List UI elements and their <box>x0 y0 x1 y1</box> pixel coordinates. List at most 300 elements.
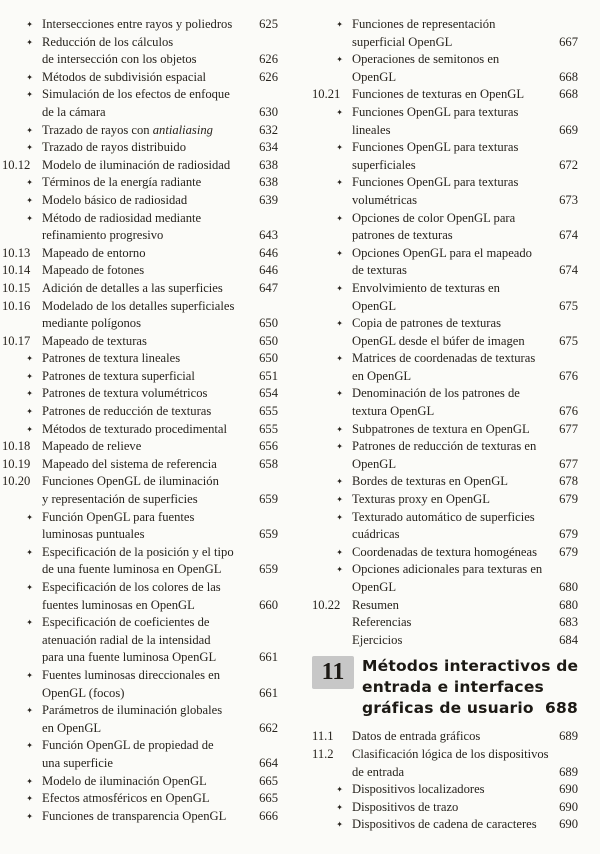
entry-text <box>352 816 578 834</box>
entry-text <box>352 438 578 473</box>
entry-text <box>352 16 578 51</box>
bullet-icon: ✦ <box>336 178 343 188</box>
toc-entry <box>312 139 578 174</box>
entry-line: Funciones de representación <box>352 17 496 31</box>
toc-entry <box>2 403 278 421</box>
entry-line <box>42 174 278 192</box>
bullet-icon: ✦ <box>26 741 33 751</box>
entry-line <box>42 262 278 280</box>
entry-line-text: superficial OpenGL <box>352 34 453 49</box>
entry-text <box>352 746 578 781</box>
entry-text <box>352 86 578 104</box>
entry-line-text: OpenGL <box>352 456 397 471</box>
entry-line-text: OpenGL desde el búfer de imagen <box>352 333 525 348</box>
entry-line <box>42 720 278 738</box>
entry-text <box>42 69 278 87</box>
entry-line: Funciones OpenGL para texturas <box>352 175 519 190</box>
bullet-icon: ✦ <box>26 90 33 100</box>
entry-text <box>352 509 578 544</box>
page-number: 677 <box>559 456 578 471</box>
entry-line-text: Funciones de transparencia OpenGL <box>42 808 227 823</box>
bullet-icon: ✦ <box>336 547 343 557</box>
page-number: 661 <box>259 650 278 665</box>
entry-line <box>42 438 278 456</box>
entry-line: Función OpenGL de propiedad de <box>42 738 214 753</box>
toc-entry <box>312 210 578 245</box>
entry-line <box>42 280 278 298</box>
entry-line <box>42 456 278 474</box>
entry-line <box>352 491 578 509</box>
toc-entry <box>312 614 578 632</box>
toc-entry <box>312 280 578 315</box>
bullet-icon: ✦ <box>26 670 33 680</box>
entry-line <box>42 561 278 579</box>
entry-line-text: Métodos de subdivisión espacial <box>42 69 207 84</box>
entry-line: Opciones de color OpenGL para <box>352 210 516 225</box>
page-number: 684 <box>559 632 578 647</box>
section-number: 10.19 <box>2 456 31 471</box>
entry-text <box>42 702 278 737</box>
entry-line <box>42 333 278 351</box>
entry-text <box>42 614 278 667</box>
page-number: 626 <box>259 69 278 84</box>
entry-text <box>42 368 278 386</box>
entry-line-text: Datos de entrada gráficos <box>352 729 481 744</box>
entry-line <box>42 16 278 34</box>
page-number: 651 <box>259 368 278 383</box>
entry-line <box>42 649 278 667</box>
entry-line-text: Patrones de textura volumétricos <box>42 386 208 401</box>
entry-text <box>352 781 578 799</box>
page-number: 668 <box>559 87 578 102</box>
bullet-icon: ✦ <box>26 706 33 716</box>
page-number: 639 <box>259 192 278 207</box>
page-number: 662 <box>259 720 278 735</box>
entry-line-text: Resumen <box>352 597 399 612</box>
entry-line <box>352 298 578 316</box>
entry-line-text: OpenGL <box>352 69 397 84</box>
entry-line <box>42 350 278 368</box>
entry-line-text: Ejercicios <box>352 632 403 647</box>
entry-text <box>352 210 578 245</box>
page-number: 690 <box>559 799 578 814</box>
bullet-icon: ✦ <box>336 477 343 487</box>
chapter-number-box: 11 <box>312 656 354 689</box>
entry-line: Fuentes luminosas direccionales en <box>42 667 221 682</box>
entry-line <box>352 122 578 140</box>
page-number: 665 <box>259 773 278 788</box>
page-number: 680 <box>559 597 578 612</box>
page-number: 630 <box>259 104 278 119</box>
entry-line <box>42 808 278 826</box>
bullet-icon: ✦ <box>26 371 33 381</box>
section-number: 10.16 <box>2 298 31 313</box>
page-number: 669 <box>559 122 578 137</box>
entry-line-text: Funciones de texturas en OpenGL <box>352 87 525 102</box>
entry-text <box>42 421 278 439</box>
entry-line: Reducción de los cálculos <box>42 34 174 49</box>
entry-line: Clasificación lógica de los dispositivos <box>352 746 549 761</box>
entry-line-text: luminosas puntuales <box>42 527 145 542</box>
entry-text <box>42 16 278 34</box>
entry-text <box>352 245 578 280</box>
entry-line-text: Referencias <box>352 615 412 630</box>
entry-text <box>42 122 278 140</box>
entry-line: Funciones OpenGL para texturas <box>352 104 519 119</box>
toc-entry <box>312 746 578 781</box>
entry-line <box>352 227 578 245</box>
entry-text <box>352 315 578 350</box>
entry-line: Envolvimiento de texturas en <box>352 280 500 295</box>
entry-line <box>42 526 278 544</box>
entry-line-text: Subpatrones de textura en OpenGL <box>352 421 530 436</box>
bullet-icon: ✦ <box>26 37 33 47</box>
entry-text <box>42 245 278 263</box>
entry-line <box>352 816 578 834</box>
bullet-icon: ✦ <box>26 213 33 223</box>
toc-entry <box>312 491 578 509</box>
entry-line-text: Dispositivos localizadores <box>352 782 485 797</box>
page-number: 626 <box>259 52 278 67</box>
entry-line-text: Mapeado de fotones <box>42 263 145 278</box>
page-number: 668 <box>559 69 578 84</box>
bullet-icon: ✦ <box>26 178 33 188</box>
page-number: 638 <box>259 175 278 190</box>
chapter-page-number: 688 <box>545 699 578 718</box>
toc-entry <box>312 245 578 280</box>
entry-text <box>42 509 278 544</box>
section-number: 10.15 <box>2 280 31 295</box>
label-spacer <box>312 632 352 650</box>
entry-line-text: Métodos de texturado procedimental <box>42 421 228 436</box>
page-number: 667 <box>559 34 578 49</box>
bullet-icon: ✦ <box>26 195 33 205</box>
toc-entry <box>2 122 278 140</box>
entry-line <box>352 421 578 439</box>
toc-entry <box>2 737 278 772</box>
entry-text <box>352 561 578 596</box>
entry-text <box>352 280 578 315</box>
toc-entry <box>2 350 278 368</box>
entry-line-text: cuádricas <box>352 527 400 542</box>
entry-text <box>352 597 578 615</box>
entry-text <box>42 456 278 474</box>
entry-line <box>352 526 578 544</box>
toc-entry <box>312 315 578 350</box>
entry-line: Modelado de los detalles superficiales <box>42 298 235 313</box>
bullet-icon: ✦ <box>336 55 343 65</box>
toc-entry <box>2 245 278 263</box>
toc-entry <box>2 790 278 808</box>
entry-text <box>42 157 278 175</box>
entry-line-text: de intersección con los objetos <box>42 52 197 67</box>
toc-entry <box>2 385 278 403</box>
entry-text <box>352 544 578 562</box>
entry-line <box>42 51 278 69</box>
entry-line: Parámetros de iluminación globales <box>42 703 223 718</box>
page-number: 689 <box>559 729 578 744</box>
toc-entry <box>312 51 578 86</box>
entry-line-text: Modelo de iluminación de radiosidad <box>42 157 231 172</box>
bullet-icon: ✦ <box>26 794 33 804</box>
bullet-icon: ✦ <box>336 107 343 117</box>
entry-line: Denominación de los patrones de <box>352 386 520 401</box>
bullet-icon: ✦ <box>336 820 343 830</box>
toc-entry <box>2 614 278 667</box>
bullet-icon: ✦ <box>336 319 343 329</box>
entry-text <box>42 192 278 210</box>
page-number: 646 <box>259 245 278 260</box>
entry-line-text: Patrones de textura superficial <box>42 368 195 383</box>
page-number: 661 <box>259 685 278 700</box>
page-number: 677 <box>559 421 578 436</box>
entry-line-text: OpenGL <box>352 580 397 594</box>
entry-line-text: Dispositivos de cadena de caracteres <box>352 817 537 832</box>
entry-line-text: OpenGL <box>352 298 397 313</box>
entry-line <box>352 597 578 615</box>
entry-text <box>352 728 578 746</box>
entry-text <box>42 544 278 579</box>
entry-line <box>42 403 278 421</box>
entry-text <box>42 737 278 772</box>
entry-line-text: Mapeado de entorno <box>42 245 146 260</box>
bullet-icon: ✦ <box>26 389 33 399</box>
page-number: 654 <box>259 386 278 401</box>
page-number: 659 <box>259 562 278 577</box>
entry-text <box>42 174 278 192</box>
toc-entry <box>312 632 578 650</box>
page-number: 658 <box>259 456 278 471</box>
entry-text <box>42 667 278 702</box>
toc-entry <box>2 280 278 298</box>
entry-line-text: Coordenadas de textura homogéneas <box>352 544 537 559</box>
entry-line-text: de la cámara <box>42 104 106 119</box>
entry-line-text: superficiales <box>352 157 416 172</box>
entry-line: Funciones OpenGL para texturas <box>352 140 519 155</box>
entry-line-text: Mapeado de relieve <box>42 439 142 454</box>
page-number: 674 <box>559 228 578 243</box>
entry-line-text: Texturas proxy en OpenGL <box>352 492 490 507</box>
bullet-icon: ✦ <box>336 283 343 293</box>
entry-text <box>42 298 278 333</box>
entry-line: Opciones OpenGL para el mapeado <box>352 245 532 260</box>
entry-line <box>352 614 578 632</box>
chapter-heading <box>312 656 578 719</box>
section-number: 10.14 <box>2 263 31 278</box>
entry-text <box>42 280 278 298</box>
toc-entry <box>2 34 278 69</box>
section-number: 10.12 <box>2 157 31 172</box>
page-number: 679 <box>559 492 578 507</box>
toc-entry <box>312 86 578 104</box>
entry-text <box>42 350 278 368</box>
entry-text <box>352 473 578 491</box>
entry-line <box>42 421 278 439</box>
entry-text <box>42 403 278 421</box>
page-number: 679 <box>559 527 578 542</box>
entry-line: Simulación de los efectos de enfoque <box>42 87 230 102</box>
entry-text <box>42 385 278 403</box>
entry-line: Función OpenGL para fuentes <box>42 509 195 524</box>
toc-entry <box>2 298 278 333</box>
entry-line: Patrones de reducción de texturas en <box>352 439 537 454</box>
chapter-title-line: entrada e interfaces <box>362 678 544 697</box>
toc-entry <box>2 438 278 456</box>
toc-entry <box>312 350 578 385</box>
page-number: 650 <box>259 316 278 331</box>
toc-entry <box>2 210 278 245</box>
toc-entry <box>312 544 578 562</box>
toc-entry <box>312 597 578 615</box>
bullet-icon: ✦ <box>336 213 343 223</box>
toc-entry <box>2 262 278 280</box>
page-number: 632 <box>259 122 278 137</box>
bullet-icon: ✦ <box>336 495 343 505</box>
entry-line <box>352 69 578 87</box>
entry-line: Especificación de los colores de las <box>42 580 221 594</box>
page-number: 675 <box>559 298 578 313</box>
entry-line-text: textura OpenGL <box>352 404 435 419</box>
entry-line-text: Patrones de reducción de texturas <box>42 404 212 419</box>
entry-text <box>42 262 278 280</box>
page-number: 676 <box>559 404 578 419</box>
entry-line <box>42 755 278 773</box>
toc-entry <box>312 421 578 439</box>
bullet-icon: ✦ <box>336 442 343 452</box>
bullet-icon: ✦ <box>336 424 343 434</box>
bullet-icon: ✦ <box>26 354 33 364</box>
toc-entry <box>312 728 578 746</box>
page-number: 655 <box>259 404 278 419</box>
toc-entry <box>2 192 278 210</box>
entry-line-text: patrones de texturas <box>352 228 453 243</box>
toc-entry <box>312 781 578 799</box>
page-number: 666 <box>259 808 278 823</box>
page-number: 673 <box>559 192 578 207</box>
toc-entry <box>2 808 278 826</box>
toc-entry <box>312 438 578 473</box>
entry-text <box>42 773 278 791</box>
bullet-icon: ✦ <box>26 547 33 557</box>
toc-entry <box>2 16 278 34</box>
entry-line <box>352 333 578 351</box>
toc-entry <box>2 773 278 791</box>
section-number: 10.20 <box>2 474 31 489</box>
toc-column-right <box>312 16 578 854</box>
bullet-icon: ✦ <box>336 20 343 29</box>
entry-line <box>42 227 278 245</box>
entry-line <box>352 86 578 104</box>
entry-line: Operaciones de semitonos en <box>352 52 500 67</box>
toc-entry <box>2 69 278 87</box>
page-number: 634 <box>259 140 278 155</box>
bullet-icon: ✦ <box>26 20 33 29</box>
entry-line-text: Bordes de texturas en OpenGL <box>352 474 508 489</box>
label-spacer <box>312 614 352 632</box>
entry-line-text: volumétricas <box>352 192 418 207</box>
section-number: 10.17 <box>2 333 31 348</box>
toc-entry <box>312 816 578 834</box>
chapter-title-line: Métodos interactivos de <box>362 657 579 676</box>
section-number: 10.22 <box>312 597 341 612</box>
page-number: 672 <box>559 157 578 172</box>
entry-line <box>352 403 578 421</box>
entry-text <box>42 86 278 121</box>
entry-line <box>42 192 278 210</box>
page-number: 660 <box>259 597 278 612</box>
page-number: 674 <box>559 263 578 278</box>
entry-line-text: Intersecciones entre rayos y poliedros <box>42 17 233 31</box>
entry-line <box>352 34 578 52</box>
entry-text <box>352 632 578 650</box>
entry-text <box>352 350 578 385</box>
toc-entry <box>2 174 278 192</box>
entry-line: Funciones OpenGL de iluminación <box>42 474 219 489</box>
entry-line-text: fuentes luminosas en OpenGL <box>42 597 195 612</box>
page-number: 678 <box>559 474 578 489</box>
entry-line <box>352 728 578 746</box>
entry-line-text: mediante polígonos <box>42 316 141 331</box>
entry-line <box>42 157 278 175</box>
bullet-icon: ✦ <box>26 811 33 821</box>
entry-line-text: Modelo básico de radiosidad <box>42 192 188 207</box>
page-number: 665 <box>259 791 278 806</box>
entry-line-text: Modelo de iluminación OpenGL <box>42 773 207 788</box>
page-number: 646 <box>259 263 278 278</box>
entry-line <box>42 385 278 403</box>
entry-line <box>42 368 278 386</box>
toc-entry <box>312 174 578 209</box>
entry-line <box>352 456 578 474</box>
entry-line <box>352 764 578 782</box>
entry-text <box>42 139 278 157</box>
page-number: 679 <box>559 544 578 559</box>
toc-entry <box>2 86 278 121</box>
toc-entry <box>2 579 278 614</box>
entry-line <box>42 597 278 615</box>
entry-line <box>42 773 278 791</box>
entry-line <box>42 245 278 263</box>
bullet-icon: ✦ <box>26 424 33 434</box>
entry-line <box>42 69 278 87</box>
entry-text <box>352 421 578 439</box>
entry-text <box>352 174 578 209</box>
entry-text <box>352 614 578 632</box>
section-number: 11.2 <box>312 746 334 761</box>
entry-line-text: de entrada <box>352 764 405 779</box>
entry-line: Especificación de la posición y el tipo <box>42 544 234 559</box>
entry-text <box>42 210 278 245</box>
toc-entry <box>2 473 278 508</box>
entry-line: atenuación radial de la intensidad <box>42 632 211 647</box>
entry-line <box>42 122 278 140</box>
page-number: 643 <box>259 228 278 243</box>
toc-entry <box>312 561 578 596</box>
entry-line <box>352 192 578 210</box>
toc-entry <box>2 509 278 544</box>
entry-line-text: Mapeado de texturas <box>42 333 147 348</box>
bullet-icon: ✦ <box>336 802 343 812</box>
entry-line-text: Mapeado del sistema de referencia <box>42 456 217 471</box>
toc-entry <box>312 799 578 817</box>
toc-entry <box>312 473 578 491</box>
toc-entry <box>312 104 578 139</box>
bullet-icon: ✦ <box>336 354 343 364</box>
section-number: 11.1 <box>312 729 334 744</box>
entry-text <box>352 385 578 420</box>
chapter-title-line <box>362 698 578 719</box>
chapter-title <box>354 656 578 719</box>
